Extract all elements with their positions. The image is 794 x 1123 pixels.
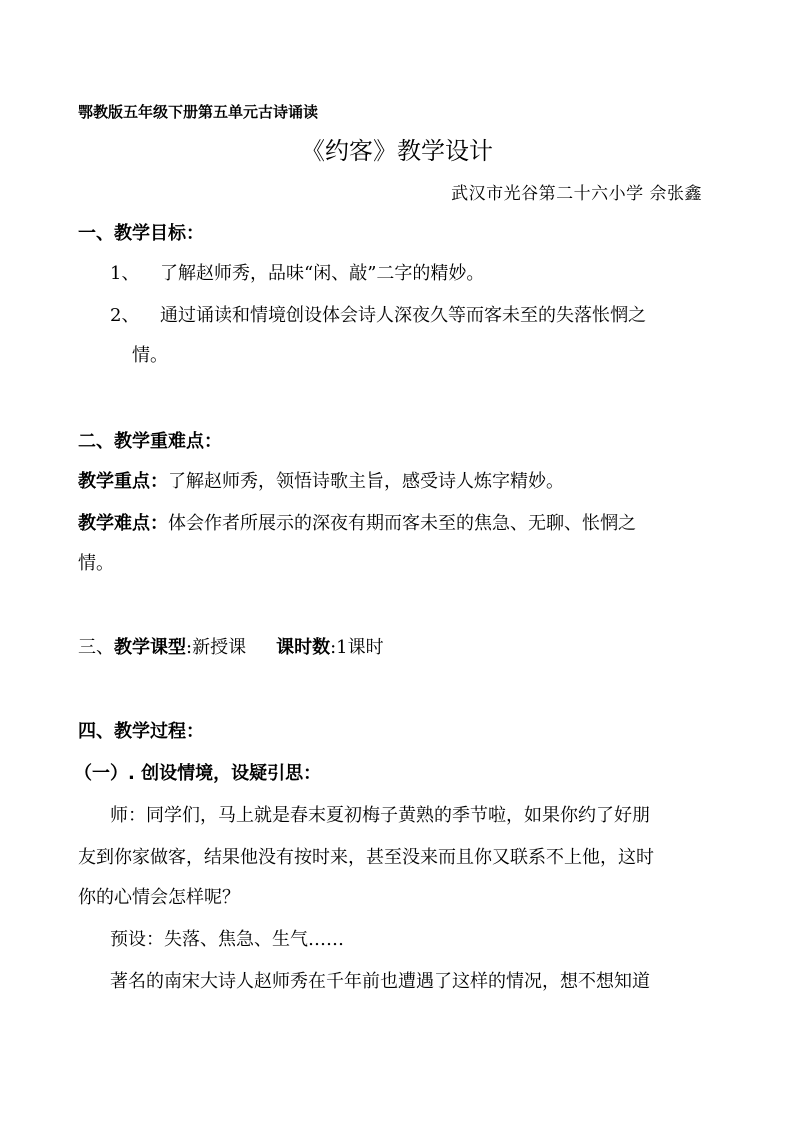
process-step-1-heading: （一）. 创设情境，设疑引思： — [74, 763, 322, 784]
section-goals-heading: 一、教学目标： — [78, 223, 204, 244]
section-process-heading: 四、教学过程： — [78, 721, 204, 742]
focus-key-label: 教学重点： — [78, 471, 168, 492]
lesson-type-value: :新授课 — [186, 637, 247, 658]
lesson-type-label: 教学课型 — [114, 637, 186, 658]
page-title: 《约客》教学设计 — [301, 137, 493, 165]
process-preset-answers: 预设：失落、焦急、生气…… — [110, 929, 344, 950]
focus-difficulty-label: 教学难点： — [78, 513, 168, 534]
series-label: 鄂教版五年级下册第五单元古诗诵读 — [78, 103, 319, 121]
goal-item-2-number: 2、 — [110, 305, 140, 326]
goal-item-1 — [110, 262, 484, 286]
process-paragraph-line-5: 著名的南宋大诗人赵师秀在千年前也遭遇了这样的情况，想不想知道 — [110, 971, 650, 992]
author-line: 武汉市光谷第二十六小学 佘张鑫 — [451, 184, 702, 204]
section-focus-heading: 二、教学重难点： — [78, 431, 222, 452]
goal-item-1-text: 了解赵师秀，品味“闲、敲”二字的精妙。 — [160, 263, 485, 284]
process-paragraph-line-2: 友到你家做客，结果他没有按时来，甚至没来而且你又联系不上他，这时 — [78, 847, 654, 868]
focus-difficulty-text: 体会作者所展示的深夜有期而客未至的焦急、无聊、怅惘之 — [168, 513, 636, 534]
goal-item-2-continuation: 情。 — [132, 345, 168, 366]
goal-item-1-number: 1、 — [110, 263, 140, 284]
lesson-type-prefix: 三、 — [78, 637, 114, 658]
lesson-hours-label: 课时数 — [276, 637, 331, 658]
focus-difficulty — [78, 512, 636, 536]
process-paragraph-line-3: 你的心情会怎样呢？ — [78, 887, 240, 908]
process-paragraph-line-1: 师：同学们，马上就是春末夏初梅子黄熟的季节啦，如果你约了好朋 — [110, 805, 650, 826]
focus-difficulty-continuation: 情。 — [78, 553, 114, 574]
goal-item-2 — [110, 304, 646, 328]
lesson-type-line — [78, 636, 384, 660]
goal-item-2-text: 通过诵读和情境创设体会诗人深夜久等而客未至的失落怅惘之 — [160, 305, 646, 326]
lesson-hours-value: :1课时 — [330, 637, 384, 658]
focus-key-point — [78, 470, 564, 494]
focus-key-text: 了解赵师秀，领悟诗歌主旨，感受诗人炼字精妙。 — [168, 471, 564, 492]
